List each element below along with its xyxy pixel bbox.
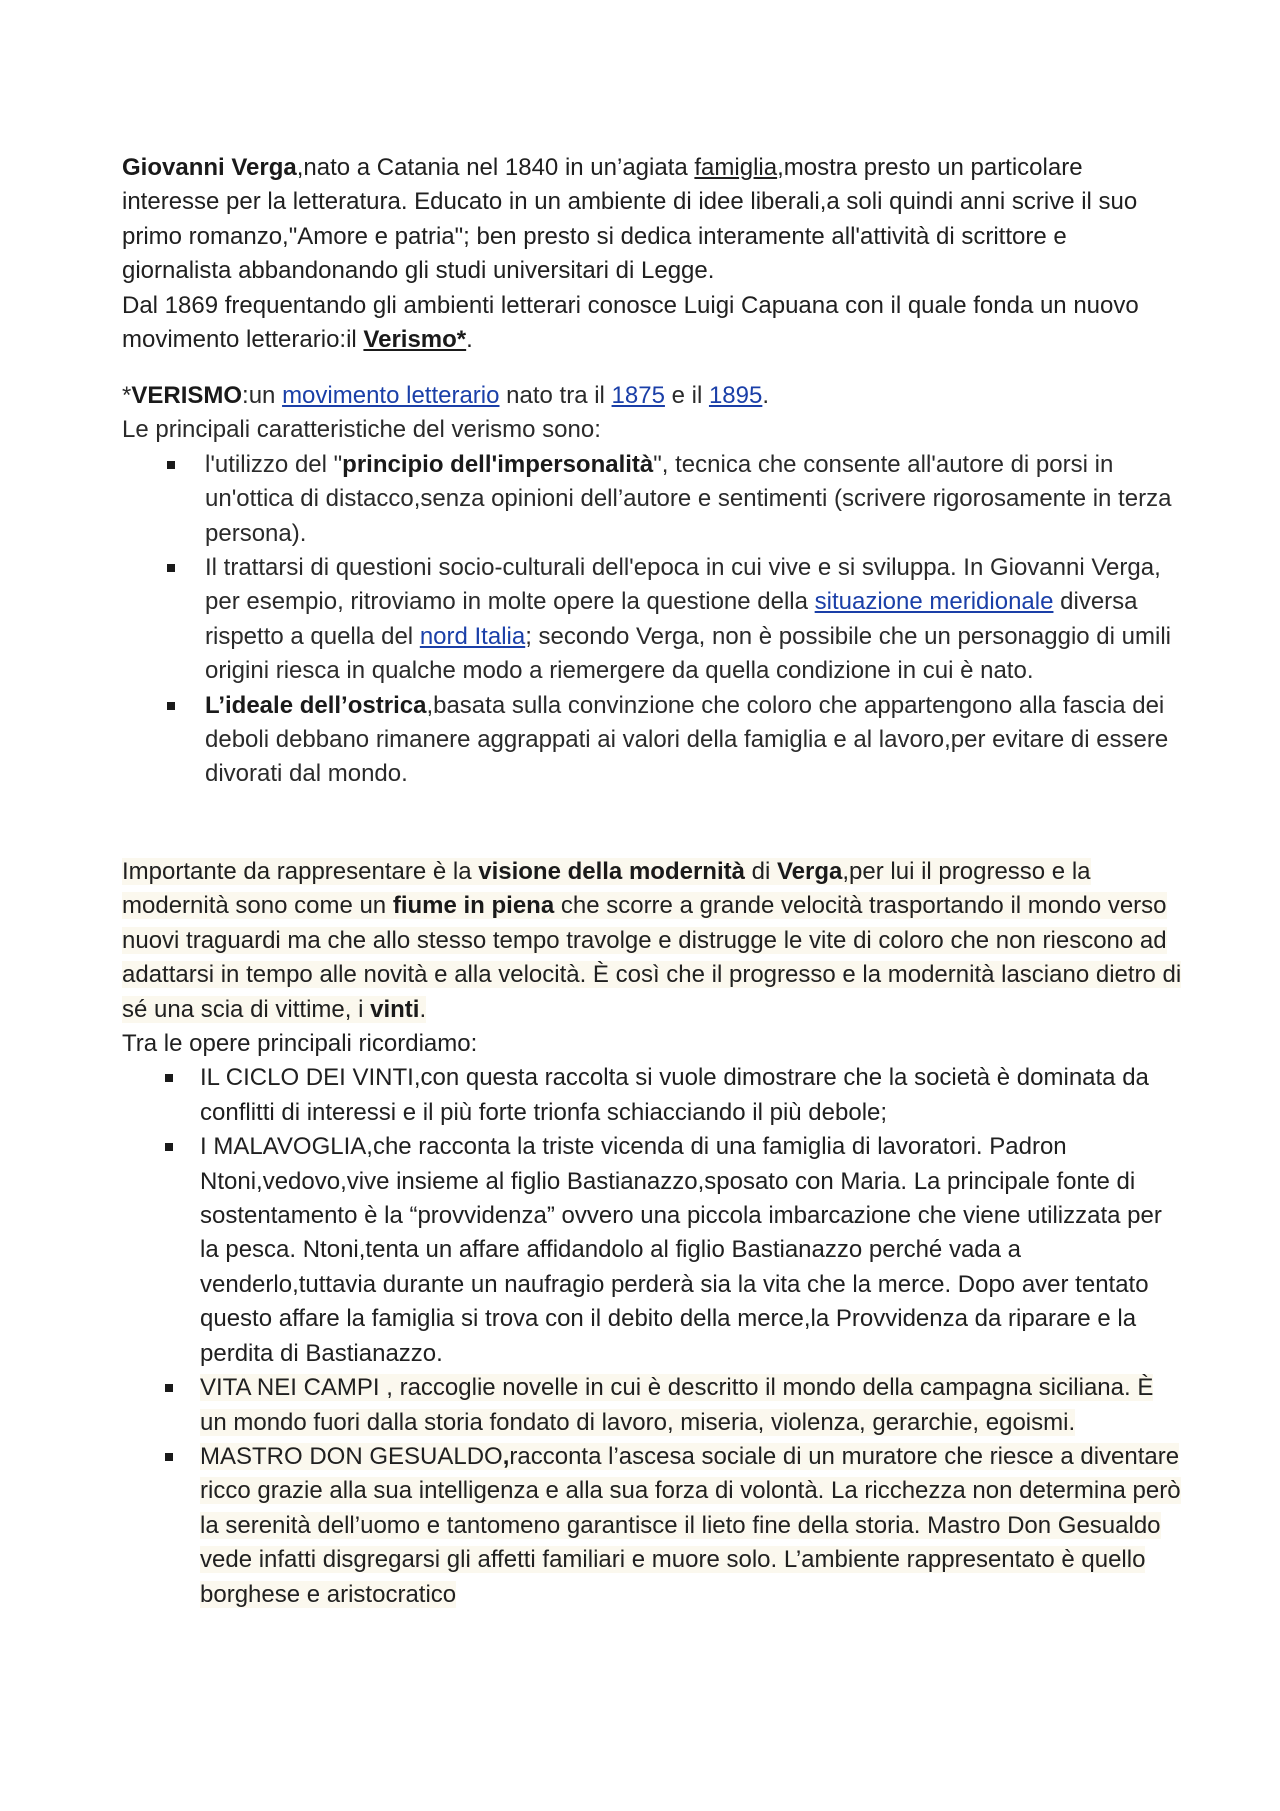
modernity-bold: Verga bbox=[776, 858, 843, 885]
verismo-definition bbox=[122, 379, 1182, 413]
verismo-heading: VERISMO bbox=[131, 382, 243, 409]
verismo-section bbox=[122, 379, 1182, 792]
item-text: IL CICLO DEI VINTI,con questa raccolta si vuole dimostrare che la società è dominata da conflitti di interessi e il più forte trionfa schiacciando il più debole; bbox=[200, 1064, 1149, 1126]
modernity-bold: fiume in piena bbox=[392, 892, 555, 920]
modernity-paragraph bbox=[122, 855, 1182, 1027]
author-name: Giovanni Verga bbox=[122, 154, 297, 181]
intro-text: ,nato a Catania nel 1840 in un’agiata bbox=[296, 154, 695, 181]
verismo-link[interactable]: Verismo* bbox=[363, 326, 467, 354]
list-item bbox=[122, 1440, 1182, 1612]
modernity-text: che scorre a grande velocità trasportando il mondo verso nuovi traguardi ma che allo stesso tempo travolge e distrugge le vite di coloro che non riescono ad adattarsi in tempo alle novità e alla velocità. È così che il progresso e la modernità lasciano dietro di sé una scia di vittime, i bbox=[122, 892, 1182, 1023]
bullet-icon bbox=[167, 564, 175, 572]
intro-paragraph-2 bbox=[122, 289, 1182, 358]
famiglia-link[interactable]: famiglia bbox=[694, 154, 778, 181]
intro-paragraph bbox=[122, 151, 1182, 289]
intro-section bbox=[122, 151, 1182, 357]
bullet-icon bbox=[165, 1384, 173, 1392]
modernity-section bbox=[122, 855, 1182, 1612]
works-heading: Tra le opere principali ricordiamo: bbox=[122, 1030, 478, 1058]
item-text: ,basata sulla convinzione che coloro che appartengono alla fascia dei deboli debbano rimanere aggrappati ai valori della famiglia e al lavoro,per evitare di essere divorati dal mondo. bbox=[205, 691, 1169, 788]
item-text: diversa rispetto a quella del bbox=[205, 588, 1138, 650]
intro-text: Dal 1869 frequentando gli ambienti letterari conosce Luigi Capuana con il quale fonda un nuovo movimento letterario:il bbox=[122, 291, 1139, 354]
bullet-icon bbox=[165, 1143, 173, 1151]
list-item bbox=[122, 1061, 1182, 1130]
bullet-icon bbox=[167, 702, 175, 710]
verismo-subheading: Le principali caratteristiche del verismo sono: bbox=[122, 416, 601, 444]
characteristics-list bbox=[122, 448, 1182, 792]
item-text: ", tecnica che consente all'autore di porsi in un'ottica di distacco,senza opinioni dell’autore e sentimenti (scrivere rigorosamente in terza persona). bbox=[205, 450, 1172, 547]
bullet-icon bbox=[167, 461, 175, 469]
item-text: I MALAVOGLIA,che racconta la triste vicenda di una famiglia di lavoratori. Padron Ntoni,vedovo,vive insieme al figlio Bastianazzo,sposato con Maria. La principale fonte di sostentamento è la “provvidenza” ovvero una piccola imbarcazione che viene utilizzata per la pesca. Ntoni,tenta un affare affidandolo al figlio Bastianazzo perché vada a venderlo,tuttavia durante un naufragio perderà sia la vita che la merce. Dopo aver tentato questo affare la famiglia si trova con il debito della merce,la Provvidenza da riparare e la perdita di Bastianazzo. bbox=[200, 1133, 1162, 1367]
modernity-text: Importante da rappresentare è la bbox=[122, 858, 479, 885]
list-item bbox=[122, 551, 1182, 689]
verismo-text: e il bbox=[664, 382, 709, 409]
works-list bbox=[122, 1061, 1182, 1612]
item-text: ; secondo Verga, non è possibile che un personaggio di umili origini riesca in qualche modo a riemergere da quella condizione in cui è nato. bbox=[205, 622, 1171, 685]
list-item bbox=[122, 689, 1182, 792]
intro-text: . bbox=[466, 326, 473, 354]
item-bold: principio dell'impersonalità bbox=[342, 450, 654, 478]
item-text: racconta l’ascesa sociale di un muratore che riesce a diventare ricco grazie alla sua intelligenza e alla sua forza di volontà. La ricchezza non determina però la serenità dell’uomo e tantomeno garantisce il lieto fine della storia. Mastro Don Gesualdo vede infatti disgregarsi gli affetti familiari e muore solo. L’ambiente rappresentato è quello borghese e aristocratico bbox=[200, 1442, 1181, 1608]
item-text: l'utilizzo del " bbox=[205, 450, 343, 478]
list-item bbox=[122, 1371, 1182, 1440]
item-bold: L’ideale dell’ostrica bbox=[205, 691, 427, 719]
item-text: MASTRO DON GESUALDO bbox=[200, 1442, 503, 1470]
bullet-icon bbox=[165, 1453, 173, 1461]
nord-italia-link[interactable]: nord Italia bbox=[419, 622, 526, 650]
verismo-text: :un bbox=[242, 382, 283, 409]
year-1875-link[interactable]: 1875 bbox=[611, 382, 665, 409]
modernity-bold: visione della modernità bbox=[478, 858, 745, 885]
intro-text: ,mostra presto un particolare interesse per la letteratura. Educato in un ambiente di idee liberali,a soli quindi anni scrive il suo primo romanzo,"Amore e patria"; ben presto si dedica interamente all'attività di scrittore e giornalista abbandonando gli studi universitari di Legge. bbox=[122, 154, 1138, 285]
year-1895-link[interactable]: 1895 bbox=[708, 382, 763, 409]
bullet-icon bbox=[165, 1074, 173, 1082]
item-text: Il trattarsi di questioni socio-culturali dell'epoca in cui vive e si sviluppa. In Giovanni Verga, per esempio, ritroviamo in molte opere la questione della bbox=[205, 554, 1161, 616]
verismo-text: nato tra il bbox=[499, 382, 612, 409]
list-item bbox=[122, 448, 1182, 551]
movimento-letterario-link[interactable]: movimento letterario bbox=[282, 382, 500, 409]
modernity-text: ,per lui il progresso e la modernità sono come un bbox=[122, 858, 1091, 920]
modernity-text: . bbox=[419, 995, 427, 1023]
situazione-meridionale-link[interactable]: situazione meridionale bbox=[814, 588, 1054, 616]
item-bold: , bbox=[502, 1442, 510, 1470]
modernity-text: di bbox=[744, 858, 777, 885]
verismo-text: . bbox=[762, 382, 770, 409]
list-item bbox=[122, 1130, 1182, 1371]
asterisk: * bbox=[122, 382, 132, 409]
item-text: VITA NEI CAMPI , raccoglie novelle in cui è descritto il mondo della campagna siciliana. È un mondo fuori dalla storia fondato di lavoro, miseria, violenza, gerarchie, egoismi. bbox=[200, 1374, 1154, 1436]
modernity-bold: vinti bbox=[370, 995, 420, 1023]
